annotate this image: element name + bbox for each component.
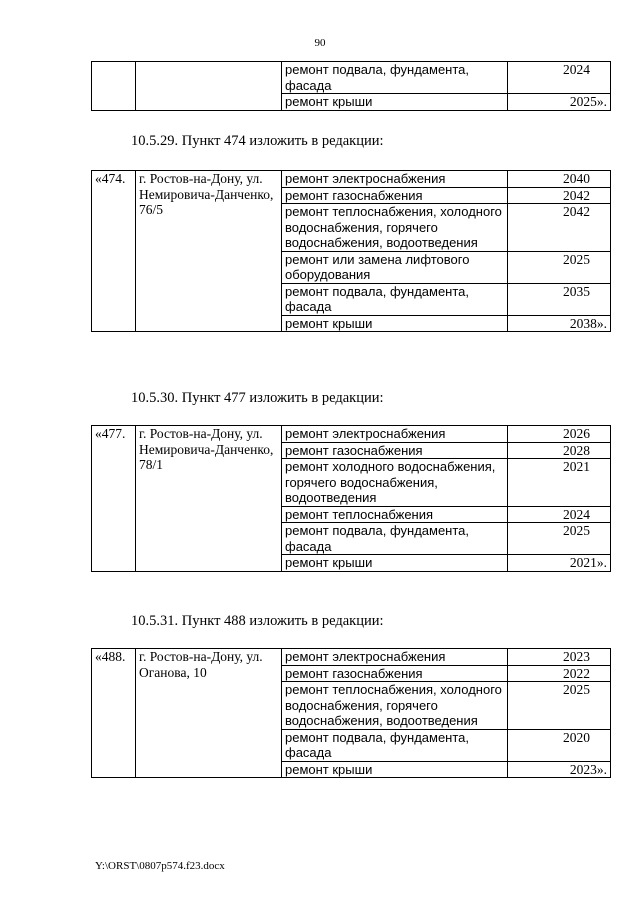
work-cell: ремонт газоснабжения xyxy=(282,442,508,459)
table-row xyxy=(92,62,611,94)
work-cell: ремонт подвала, фундамента, фасада xyxy=(282,523,508,555)
year-cell: 2026 xyxy=(508,426,611,443)
item-number-cell: «474. xyxy=(92,171,136,332)
work-cell: ремонт крыши xyxy=(282,315,508,332)
work-cell: ремонт крыши xyxy=(282,761,508,778)
footer-file-path: Y:\ORST\0807p574.f23.docx xyxy=(95,860,225,872)
year-cell: 2028 xyxy=(508,442,611,459)
year-cell: 2020 xyxy=(508,729,611,761)
table-item-488 xyxy=(91,648,611,778)
address-cell: г. Ростов-на-Дону, ул. Немировича-Данченко, 78/1 xyxy=(136,426,282,572)
table-continuation xyxy=(91,61,611,111)
work-cell: ремонт подвала, фундамента, фасада xyxy=(282,62,508,94)
item-number-cell: «488. xyxy=(92,649,136,778)
year-cell: 2024 xyxy=(508,62,611,94)
work-cell: ремонт теплоснабжения, холодного водоснабжения, горячего водоснабжения, водоотведения xyxy=(282,204,508,252)
paragraph-10-5-29: 10.5.29. Пункт 474 изложить в редакции: xyxy=(131,133,384,149)
table-item-474 xyxy=(91,170,611,332)
year-cell: 2035 xyxy=(508,283,611,315)
work-cell: ремонт электроснабжения xyxy=(282,649,508,666)
work-cell: ремонт подвала, фундамента, фасада xyxy=(282,729,508,761)
work-cell: ремонт теплоснабжения, холодного водоснабжения, горячего водоснабжения, водоотведения xyxy=(282,682,508,730)
address-cell xyxy=(136,62,282,111)
work-cell: ремонт газоснабжения xyxy=(282,665,508,682)
year-cell: 2040 xyxy=(508,171,611,188)
page-number: 90 xyxy=(314,37,326,49)
table-row xyxy=(92,426,611,443)
work-cell: ремонт газоснабжения xyxy=(282,187,508,204)
year-cell: 2021». xyxy=(508,555,611,572)
year-cell: 2038». xyxy=(508,315,611,332)
work-cell: ремонт или замена лифтового оборудования xyxy=(282,251,508,283)
item-number-cell: «477. xyxy=(92,426,136,572)
work-cell: ремонт электроснабжения xyxy=(282,426,508,443)
work-cell: ремонт подвала, фундамента, фасада xyxy=(282,283,508,315)
year-cell: 2023 xyxy=(508,649,611,666)
year-cell: 2021 xyxy=(508,459,611,507)
work-cell: ремонт крыши xyxy=(282,555,508,572)
year-cell: 2024 xyxy=(508,506,611,523)
table-item-477 xyxy=(91,425,611,572)
year-cell: 2022 xyxy=(508,665,611,682)
year-cell: 2025 xyxy=(508,682,611,730)
year-cell: 2025». xyxy=(508,94,611,111)
table-row xyxy=(92,649,611,666)
year-cell: 2025 xyxy=(508,523,611,555)
year-cell: 2023». xyxy=(508,761,611,778)
item-number-cell xyxy=(92,62,136,111)
year-cell: 2042 xyxy=(508,187,611,204)
table-row xyxy=(92,171,611,188)
work-cell: ремонт холодного водоснабжения, горячего водоснабжения, водоотведения xyxy=(282,459,508,507)
work-cell: ремонт теплоснабжения xyxy=(282,506,508,523)
year-cell: 2042 xyxy=(508,204,611,252)
paragraph-10-5-30: 10.5.30. Пункт 477 изложить в редакции: xyxy=(131,390,384,406)
address-cell: г. Ростов-на-Дону, ул. Оганова, 10 xyxy=(136,649,282,778)
work-cell: ремонт крыши xyxy=(282,94,508,111)
work-cell: ремонт электроснабжения xyxy=(282,171,508,188)
address-cell: г. Ростов-на-Дону, ул. Немировича-Данченко, 76/5 xyxy=(136,171,282,332)
year-cell: 2025 xyxy=(508,251,611,283)
paragraph-10-5-31: 10.5.31. Пункт 488 изложить в редакции: xyxy=(131,613,384,629)
